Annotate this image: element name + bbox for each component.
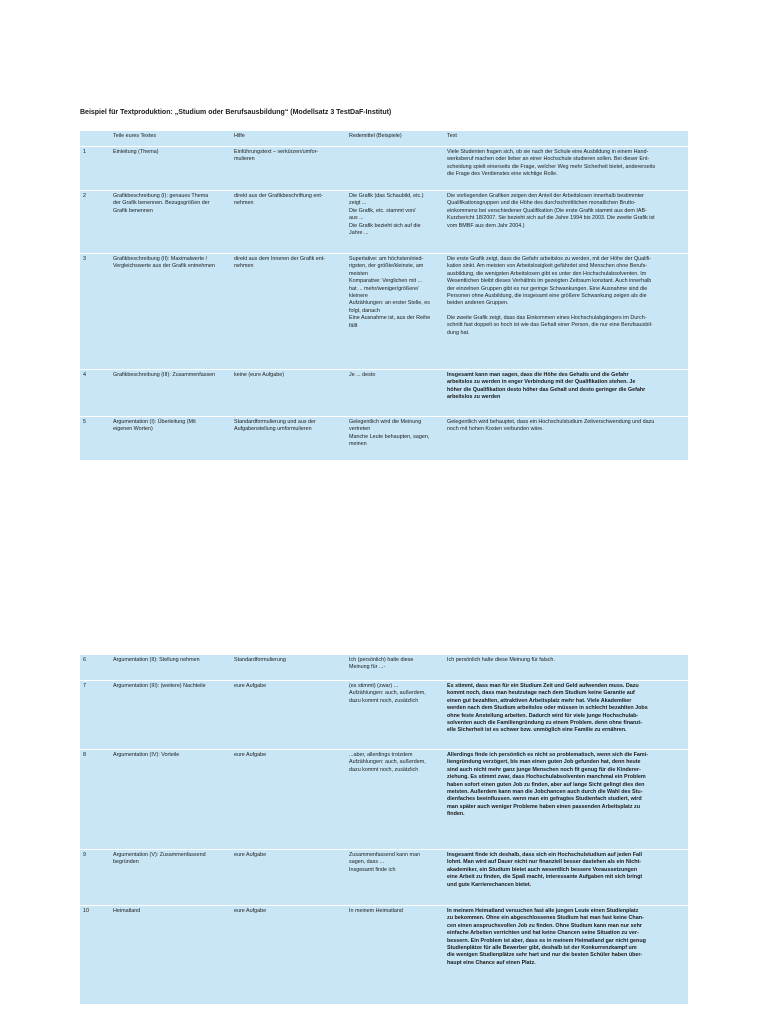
- text-paragraph: [447, 908, 685, 967]
- text-paragraph-line: In meinem Heimatland versuchen fast alle jungen Leute einen Studienplatz: [447, 908, 639, 914]
- phrases-cell-line: In meinem Heimatland: [349, 908, 403, 914]
- help-cell: [231, 906, 346, 1004]
- text-part-line: begründen: [113, 859, 139, 866]
- help-cell: [231, 254, 346, 369]
- phrases-cell-line: folgt, danach: [349, 307, 380, 314]
- phrases-cell: [346, 254, 444, 369]
- text-paragraph-line: und gute Karrierechancen bietet.: [447, 881, 532, 888]
- text-part: [110, 681, 231, 749]
- text-paragraph: [447, 315, 685, 337]
- text-paragraph: [447, 419, 685, 434]
- text-cell: [444, 254, 688, 369]
- text-cell: [444, 191, 688, 253]
- help-cell-line: Standardformulierung: [234, 657, 286, 663]
- text-part-line: Heimatland: [113, 908, 141, 914]
- phrases-cell-line: ...aber, allerdings trotzdem: [349, 752, 413, 758]
- text-paragraph-line: arbeitslos zu werden in enger Verbindung mit der Qualifikation stehen. Je: [447, 379, 636, 386]
- text-paragraph-line: haben sofort einen guten Job zu finden, aber auf lange Sicht gelingt dies den: [447, 781, 645, 788]
- phrases-cell-line: vertreten: [349, 426, 371, 433]
- text-paragraph-line: arbeitslos zu werden: [447, 394, 501, 401]
- text-paragraph-line: haupt eine Chance auf einen Platz.: [447, 959, 536, 966]
- help-cell-line: direkt aus dem Inneren der Grafik ent-: [234, 256, 326, 262]
- help-cell-line: keine (eure Aufgabe): [234, 372, 285, 378]
- phrases-cell-line: zeigt ...: [349, 200, 367, 207]
- text-part-line: Vergleichswerte aus der Grafik entnehmen: [113, 263, 215, 270]
- phrases-cell-line: Meinung für ...-: [349, 664, 386, 671]
- table-header-row: [80, 131, 688, 147]
- text-paragraph: [447, 372, 685, 402]
- text-paragraph: [447, 256, 685, 308]
- text-paragraph-line: noch mit hohen Kosten verbunden wäre.: [447, 426, 544, 433]
- phrases-cell-line: Komparative: Verglichen mit ...: [349, 278, 423, 285]
- text-paragraph-line: einen gut bezahlten, attraktiven Arbeitsplatz mehr hat. Viele Akademiker: [447, 697, 632, 704]
- text-paragraph-line: beiden anderen Gruppen.: [447, 300, 509, 307]
- phrases-cell-line: Zusammenfassend kann man: [349, 852, 421, 858]
- text-part: [110, 254, 231, 369]
- text-part: [110, 750, 231, 849]
- header-phrases: Redemittel (Beispiele): [349, 133, 402, 139]
- text-paragraph-line: einfache Arbeiten verrichten und hat keine Chancen seine Situation zu ver-: [447, 930, 639, 937]
- phrases-cell-line: Aufzählungen: auch, außerdem,: [349, 690, 426, 697]
- row-number: 7: [83, 683, 86, 689]
- text-paragraph-line: Die erste Grafik zeigt, dass die Gefahr arbeitslos zu werden, mit der Höhe der Qualifi-: [447, 256, 652, 262]
- help-cell-line: mulieren: [234, 156, 255, 163]
- phrases-cell-line: Manche Leute behaupten, sagen,: [349, 433, 430, 440]
- page-title: Beispiel für Textproduktion: „Studium oder Berufsausbildung“ (Modellsatz 3 TestDaF-Institut): [80, 109, 392, 116]
- phrases-cell: [346, 850, 444, 905]
- text-paragraph: [447, 193, 685, 230]
- row-number: 4: [83, 372, 86, 378]
- text-paragraph-line: Die zweite Grafik zeigt, dass das Einkommen eines Hochschulabgängers im Durch-: [447, 314, 647, 321]
- text-part: [110, 850, 231, 905]
- header-text: Text: [447, 133, 457, 139]
- text-paragraph-line: Gelegentlich wird behauptet, dass ein Hochschulstudium Zeitverschwendung und dazu: [447, 419, 655, 425]
- phrases-cell-line: Jahre ...: [349, 230, 369, 237]
- help-cell: [231, 850, 346, 905]
- text-paragraph-line: Die vorliegenden Grafiken zeigen den Anteil der Arbeitslosen innerhalb bestimmter: [447, 193, 644, 199]
- help-cell-line: Einführungstext – verkürzen/umfor-: [234, 149, 319, 155]
- phrases-cell-line: dazu kommt noch, zusätzlich: [349, 766, 419, 773]
- phrases-cell: [346, 147, 444, 190]
- phrases-cell-line: hat ... mehr/weniger/größere/: [349, 285, 419, 292]
- text-paragraph: [447, 149, 685, 179]
- text-paragraph-line: dienfaches beeinflussen. wenn man ein gefragtes Studienfach studiert, wird: [447, 796, 642, 803]
- text-paragraph-line: Wesentlichen bleibt dieses Verhältnis im gezeigten Zeitraum konstant. Auch innerhalb: [447, 278, 652, 285]
- text-cell: [444, 906, 688, 1004]
- table-row: [80, 147, 688, 191]
- help-cell: [231, 750, 346, 849]
- text-cell: [444, 750, 688, 849]
- help-cell: [231, 147, 346, 190]
- text-paragraph-line: ziehung. Es stimmt zwar, dass Hochschulabsolventen manchmal ein Problem: [447, 774, 646, 781]
- phrases-cell-line: Insgesamt finde ich: [349, 866, 396, 873]
- help-cell-line: eure Aufgabe: [234, 752, 267, 758]
- text-paragraph-line: der einzelnen Gruppen gibt es nur geringe Schwankungen. Eine Ausnahme sind die: [447, 285, 648, 292]
- text-part: [110, 370, 231, 416]
- text-part-line: Argumentation (V): Zusammenfassend: [113, 852, 206, 858]
- phrases-cell-line: kleinere: [349, 293, 368, 300]
- text-part-line: Argumentation (I): Überleitung (Mit: [113, 419, 196, 425]
- header-parts: Teile eures Textes: [113, 133, 157, 139]
- text-paragraph-line: scheidung spielt einerseits die Frage, welcher Weg mehr Sicherheit bietet, andererseits: [447, 163, 656, 170]
- phrases-cell: [346, 417, 444, 460]
- text-part-line: Einleitung (Thema): [113, 149, 159, 155]
- text-part-line: Argumentation (IV): Vorteile: [113, 752, 180, 758]
- text-part-line: Grafikbeschreibung (I): genaues Thema: [113, 193, 209, 199]
- text-paragraph-line: Ich persönlich halte diese Meinung für falsch.: [447, 657, 555, 663]
- text-paragraph-line: liengründung verzögert, bis man einen guten Job gefunden hat, denn heute: [447, 759, 641, 766]
- text-paragraph-line: bessern. Ein Problem ist aber, dass es in meinem Heimatland gar nicht genug: [447, 937, 646, 944]
- text-paragraph-line: Es stimmt, dass man für ein Studium Zeit und Geld aufwenden muss. Dazu: [447, 683, 639, 689]
- phrases-cell: [346, 370, 444, 416]
- text-part-line: Grafikbeschreibung (III): Zusammenfassen: [113, 372, 216, 378]
- table-row: [80, 655, 688, 681]
- phrases-cell-line: Die Grafik bezieht sich auf die: [349, 222, 421, 229]
- text-paragraph-line: finden.: [447, 811, 465, 818]
- row-number: 2: [83, 193, 86, 199]
- phrases-cell: [346, 681, 444, 749]
- help-cell-line: eure Aufgabe: [234, 852, 267, 858]
- text-paragraph-line: einkommens bei verschiedener Qualifikation (Die erste Grafik stammt aus dem IAB-: [447, 207, 647, 214]
- phrases-cell-line: sagen, dass ...: [349, 859, 385, 866]
- help-cell: [231, 681, 346, 749]
- text-paragraph-line: Viele Studenten fragen sich, ob sie nach der Schule eine Ausbildung in einem Hand-: [447, 149, 649, 155]
- phrases-cell-line: Ich (persönlich) halte diese: [349, 657, 414, 663]
- text-paragraph-line: ausbildung, die wenigsten Arbeitslosen gibt es unter den Hochschulabsolventen. Im: [447, 270, 647, 277]
- text-paragraph: [447, 852, 685, 889]
- text-paragraph-line: Studienplätze für alle Bewerber gibt, deshalb ist der Konkurrenzkampf um: [447, 945, 637, 952]
- text-paragraph-line: akademiker, ein Studium bietet auch wesentlich bessere Voraussetzungen: [447, 866, 638, 873]
- phrases-cell-line: dazu kommt noch, zusätzlich: [349, 697, 419, 704]
- text-paragraph: [447, 683, 685, 735]
- text-paragraph-line: werden nach dem Studium arbeitslos oder müssen in schlecht bezahlten Jobs: [447, 705, 648, 712]
- help-cell: [231, 370, 346, 416]
- table-row: [80, 254, 688, 370]
- text-paragraph-line: zu bekommen. Ohne ein abgeschlossenes Studium hat man fast keine Chan-: [447, 915, 644, 922]
- phrases-cell: [346, 906, 444, 1004]
- help-cell-line: nehmen: [234, 263, 254, 270]
- row-number: 10: [83, 908, 89, 914]
- text-cell: [444, 655, 688, 680]
- phrases-cell-line: Die Grafik (das Schaubild, etc.): [349, 193, 424, 199]
- text-paragraph-line: höher die Qualifikation desto höher das Gehalt und desto geringer die Gefahr: [447, 386, 646, 393]
- phrases-cell-line: Superlative: am höchsten/nied-: [349, 256, 424, 262]
- text-paragraph-line: Allerdings finde ich persönlich es nicht so problematisch, wenn sich die Fami-: [447, 752, 648, 758]
- help-cell-line: eure Aufgabe: [234, 683, 267, 689]
- text-paragraph-line: kation sinkt. Am meisten von Arbeitslosigkeit gefährdet sind Menschen ohne Berufs-: [447, 263, 648, 270]
- text-part-line: Grafikbeschreibung (II): Maximalwerte /: [113, 256, 208, 262]
- phrases-cell-line: aus ...: [349, 215, 364, 222]
- text-paragraph-line: eine Arbeit zu finden, die Spaß macht, interessante Aufgaben mit sich bringt: [447, 874, 643, 881]
- text-paragraph-line: elle Sicherheit ist es schwer bzw. unmöglich eine Familie zu ernähren.: [447, 727, 627, 734]
- text-part: [110, 191, 231, 253]
- help-cell-line: nehmen: [234, 200, 254, 207]
- text-paragraph-line: sind auch nicht mehr ganz junge Menschen noch fit genug für die Kinderer-: [447, 766, 641, 773]
- text-paragraph-line: die wenigen Studienplätze sehr hart und nur die besten Schüler haben über-: [447, 952, 643, 959]
- phrases-cell-line: fällt: [349, 322, 358, 329]
- help-cell-line: Aufgabenstellung umformulieren: [234, 426, 312, 433]
- phrases-cell: [346, 191, 444, 253]
- help-cell: [231, 655, 346, 680]
- table-row: [80, 191, 688, 254]
- text-paragraph-line: Insgesamt finde ich deshalb, dass sich ein Hochschulstudium auf jeden Fall: [447, 852, 643, 858]
- table-part-1: [80, 131, 688, 461]
- text-cell: [444, 681, 688, 749]
- text-part-line: Grafik benennen: [113, 207, 153, 214]
- text-cell: [444, 370, 688, 416]
- help-cell-line: Standardformulierung und aus der: [234, 419, 316, 425]
- text-paragraph: [447, 752, 685, 819]
- text-part: [110, 417, 231, 460]
- text-paragraph-line: lohnt. Man wird auf Dauer nicht nur finanziell besser dastehen als ein Nicht-: [447, 859, 642, 866]
- header-help: Hilfe: [234, 133, 245, 139]
- row-number: 3: [83, 256, 86, 262]
- text-paragraph-line: Insgesamt kann man sagen, dass die Höhe des Gehalts und die Gefahr: [447, 372, 629, 378]
- text-paragraph-line: Kurzbericht 18/2007. Sie bezieht sich auf die Jahre 1994 bis 2003. Die zweite Grafik ist: [447, 215, 655, 222]
- text-paragraph-line: solventen auch die Familiengründung zu einem Problem. denn ohne finanzi-: [447, 720, 643, 727]
- row-number: 6: [83, 657, 86, 663]
- text-paragraph-line: schnitt fast doppelt so hoch ist wie das Gehalt einer Person, die nur eine Berufsausbil-: [447, 322, 653, 329]
- text-paragraph-line: Personen ohne Ausbildung, die insgesamt eine größere Schwankung zeigen als die: [447, 293, 647, 300]
- phrases-cell-line: Aufzählungen: auch, außerdem,: [349, 759, 426, 766]
- text-paragraph-line: dung hat.: [447, 329, 470, 336]
- text-paragraph-line: Qualifikationsgruppen und die Höhe des durchschnittlichen monatlichen Brutto-: [447, 200, 636, 207]
- text-cell: [444, 417, 688, 460]
- table-row: [80, 417, 688, 461]
- phrases-cell: [346, 750, 444, 849]
- help-cell-line: direkt aus der Grafikbeschriftung ent-: [234, 193, 323, 199]
- text-paragraph: [447, 657, 685, 664]
- row-number: 5: [83, 419, 86, 425]
- phrases-cell-line: (es stimmt) (zwar) ...: [349, 683, 399, 689]
- text-paragraph-line: ohne feste Anstellung arbeiten. Dadurch wird für viele junge Hochschulab-: [447, 712, 639, 719]
- phrases-cell-line: Aufzählungen: an erster Stelle, es: [349, 300, 430, 307]
- text-part-line: Argumentation (III): (weitere) Nachteile: [113, 683, 206, 689]
- help-cell-line: eure Aufgabe: [234, 908, 267, 914]
- row-number: 9: [83, 852, 86, 858]
- text-paragraph-line: man später auch weniger Probleme haben einen passenden Arbeitsplatz zu: [447, 803, 641, 810]
- phrases-cell-line: Eine Ausnahme ist, aus der Reihe: [349, 315, 431, 322]
- phrases-cell-line: Die Grafik, etc. stammt von/: [349, 207, 416, 214]
- phrases-cell-line: rigsten, der größte/kleinste, am: [349, 263, 424, 270]
- help-cell: [231, 417, 346, 460]
- text-part: [110, 655, 231, 680]
- phrases-cell: [346, 655, 444, 680]
- table-row: [80, 906, 688, 1005]
- help-cell: [231, 191, 346, 253]
- text-part-line: Argumentation (II): Stellung nehmen: [113, 657, 200, 663]
- text-paragraph-line: vom BMBF aus dem Jahr 2004.): [447, 222, 525, 229]
- text-part-line: der Grafik benennen. Bezugsgrößen der: [113, 200, 210, 207]
- text-paragraph-line: cen einen anspruchsvollen Job zu finden. Ohne Studium kann man nur sehr: [447, 922, 642, 929]
- text-paragraph-line: die Frage des Verdienstes eine wichtige Rolle.: [447, 171, 558, 178]
- text-paragraph-line: werksberuf machen oder lieber an einer Hochschule studieren sollen. Bei dieser Ent-: [447, 156, 650, 163]
- table-row: [80, 850, 688, 906]
- phrases-cell-line: meisten: [349, 270, 368, 277]
- text-paragraph-line: meisten. Außerdem kann man die Jobchancen auch durch die Wahl des Stu-: [447, 789, 643, 796]
- row-number: 8: [83, 752, 86, 758]
- phrases-cell-line: Gelegentlich wird die Meinung: [349, 419, 422, 425]
- text-part: [110, 147, 231, 190]
- phrases-cell-line: Je ... desto: [349, 372, 376, 378]
- text-part-line: eigenen Worten): [113, 426, 153, 433]
- header-number: [80, 131, 110, 146]
- phrases-cell-line: meinen: [349, 441, 367, 448]
- table-part-2: [80, 655, 688, 1005]
- table-row: [80, 750, 688, 850]
- text-cell: [444, 850, 688, 905]
- table-row: [80, 370, 688, 417]
- text-cell: [444, 147, 688, 190]
- text-part: [110, 906, 231, 1004]
- row-number: 1: [83, 149, 86, 155]
- table-row: [80, 681, 688, 750]
- text-paragraph-line: kommt noch, dass man heutzutage nach dem Studium keine Garantie auf: [447, 690, 635, 697]
